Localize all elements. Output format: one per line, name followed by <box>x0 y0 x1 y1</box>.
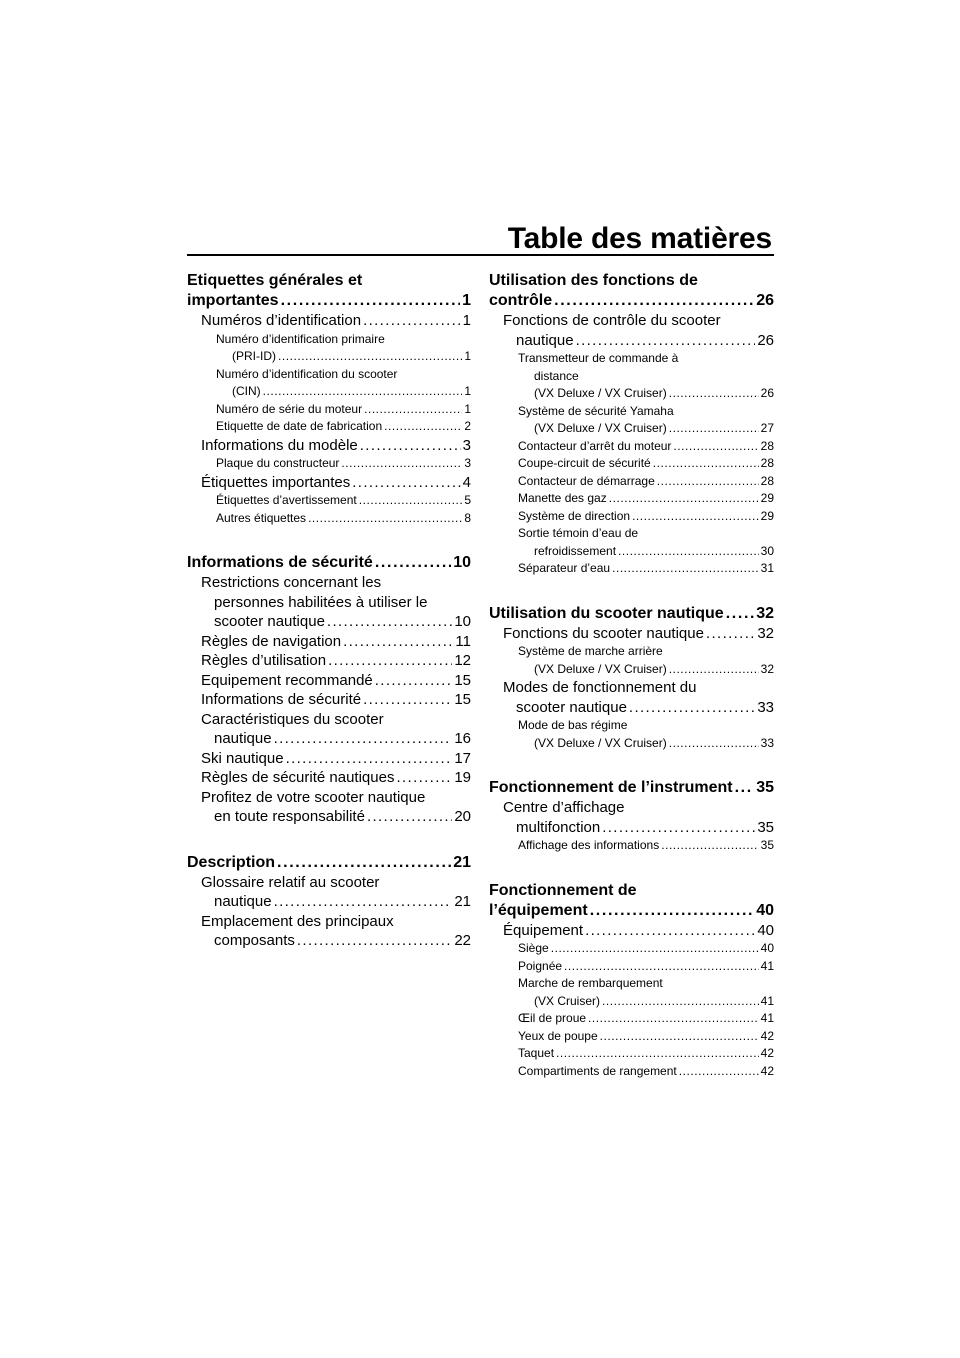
toc-subentry <box>489 837 774 855</box>
dot-leader <box>669 385 759 403</box>
dot-leader <box>653 455 759 473</box>
entry-row <box>518 1063 774 1081</box>
page-number: 26 <box>757 331 774 349</box>
dot-leader <box>600 1028 759 1046</box>
page-number: 12 <box>454 652 471 669</box>
page-number: 40 <box>757 921 774 939</box>
page-number: 41 <box>760 1011 774 1025</box>
entry-row <box>518 420 774 438</box>
entry-line: personnes habilitées à utiliser le <box>214 593 428 611</box>
dot-leader <box>576 331 756 351</box>
section-heading-row <box>489 291 774 311</box>
dot-leader <box>554 291 754 311</box>
entry-line: Système de sécurité Yamaha <box>518 403 674 418</box>
page-number: 40 <box>756 901 774 919</box>
entry-row <box>518 661 774 679</box>
toc-section <box>187 553 471 827</box>
page-number: 4 <box>462 473 471 491</box>
entry-row <box>518 560 774 578</box>
entry-row <box>518 958 774 976</box>
entry-label: Yeux de poupe <box>518 1028 598 1043</box>
toc-subentry <box>489 560 774 578</box>
toc-entry <box>187 573 471 632</box>
dot-leader <box>286 749 453 769</box>
dot-leader <box>726 604 755 624</box>
entry-line: Caractéristiques du scooter <box>201 710 384 728</box>
entry-row <box>201 651 471 671</box>
page-number: 3 <box>464 456 471 470</box>
page-number: 35 <box>757 818 774 836</box>
entry-row <box>201 436 471 456</box>
entry-label: (VX Deluxe / VX Cruiser) <box>534 735 667 750</box>
toc-entry <box>187 788 471 827</box>
toc-section <box>187 271 471 527</box>
toc-subentry <box>489 1028 774 1046</box>
page-number: 32 <box>760 661 774 676</box>
dot-leader <box>308 510 462 528</box>
page-number: 42 <box>760 1046 774 1060</box>
toc-subentry <box>187 366 471 401</box>
toc-subentry <box>187 401 471 419</box>
page-number: 30 <box>760 543 774 558</box>
dot-leader <box>588 1010 759 1028</box>
page-title: Table des matières <box>507 222 772 255</box>
entry-label: multifonction <box>516 818 601 836</box>
toc-section <box>489 881 774 1081</box>
entry-label: Étiquettes importantes <box>201 473 351 491</box>
entry-line: Modes de fonctionnement du <box>503 679 697 696</box>
dot-leader <box>359 492 463 510</box>
entry-label: (VX Deluxe / VX Cruiser) <box>534 661 667 676</box>
dot-leader <box>661 837 758 855</box>
dot-leader <box>343 632 453 652</box>
toc-entry <box>489 311 774 350</box>
dot-leader <box>384 418 462 436</box>
entry-label: Informations de sécurité <box>201 691 362 708</box>
dot-leader <box>327 612 452 632</box>
entry-row <box>503 331 774 351</box>
section-heading-label: contrôle <box>489 292 553 309</box>
toc-entry <box>187 651 471 671</box>
page-number: 28 <box>760 438 774 453</box>
entry-label: nautique <box>516 331 574 349</box>
page-number: 35 <box>760 838 774 852</box>
entry-label: Autres étiquettes <box>216 510 307 525</box>
entry-label: Équipement <box>503 921 584 939</box>
page-number: 26 <box>756 292 774 309</box>
entry-row <box>518 508 774 526</box>
section-heading <box>489 881 774 921</box>
section-heading-row <box>489 778 774 798</box>
section-heading <box>489 778 774 798</box>
entry-line: Profitez de votre scooter nautique <box>201 788 426 806</box>
page-number: 10 <box>454 613 471 630</box>
section-heading-label: Informations de sécurité <box>187 554 373 571</box>
entry-label: Poignée <box>518 958 563 973</box>
toc-entry <box>187 768 471 788</box>
entry-line: Système de marche arrière <box>518 644 663 658</box>
page-number: 22 <box>454 932 471 949</box>
entry-label: scooter nautique <box>214 613 325 630</box>
toc-subentry <box>489 438 774 456</box>
toc-entry <box>489 921 774 941</box>
dot-leader <box>328 651 452 671</box>
entry-label: Numéros d’identification <box>201 312 362 329</box>
section-heading <box>489 271 774 311</box>
toc-subentry <box>489 508 774 526</box>
page-number: 35 <box>756 779 774 796</box>
toc-entry <box>187 873 471 912</box>
page-number: 40 <box>760 941 774 955</box>
entry-row <box>216 510 471 528</box>
toc-subentry <box>489 490 774 508</box>
entry-line: Emplacement des principaux <box>201 912 394 930</box>
entry-row <box>201 311 471 331</box>
entry-label: (CIN) <box>232 384 261 398</box>
entry-row <box>518 455 774 473</box>
entry-label: Coupe-circuit de sécurité <box>518 456 651 470</box>
entry-label: nautique <box>214 893 272 910</box>
entry-line: distance <box>534 368 579 383</box>
entry-label: Séparateur d’eau <box>518 561 611 575</box>
entry-label: Fonctions du scooter nautique <box>503 624 704 642</box>
entry-label: Equipement recommandé <box>201 671 373 689</box>
entry-label: (PRI-ID) <box>232 349 276 363</box>
entry-row <box>201 768 471 788</box>
dot-leader <box>602 993 759 1011</box>
page-number: 42 <box>760 1063 774 1078</box>
dot-leader <box>629 698 755 718</box>
toc-subentry <box>187 492 471 510</box>
entry-label: Règles de sécurité nautiques <box>201 769 395 786</box>
page-number: 2 <box>464 419 471 433</box>
section-heading-row <box>187 291 471 311</box>
dot-leader <box>551 940 759 958</box>
dot-leader <box>297 931 452 951</box>
toc-subentry <box>187 455 471 473</box>
toc-entry <box>187 473 471 493</box>
section-heading <box>187 853 471 873</box>
page-number: 31 <box>760 561 774 575</box>
section-heading-row <box>489 901 774 921</box>
toc-subentry <box>489 403 774 438</box>
dot-leader <box>375 553 451 573</box>
entry-row <box>518 385 774 403</box>
entry-row <box>518 1010 774 1028</box>
toc-entry <box>187 632 471 652</box>
entry-row <box>216 492 471 510</box>
dot-leader <box>274 892 453 912</box>
section-heading-row <box>187 853 471 873</box>
entry-label: Informations du modèle <box>201 436 358 454</box>
entry-row <box>518 837 774 855</box>
toc-entry <box>187 710 471 749</box>
entry-row <box>503 818 774 838</box>
entry-label: Règles d’utilisation <box>201 652 327 669</box>
entry-label: (VX Cruiser) <box>534 993 601 1008</box>
dot-leader <box>396 768 452 788</box>
page-number: 15 <box>454 691 471 708</box>
entry-label: Siège <box>518 941 549 955</box>
entry-line: Restrictions concernant les <box>201 574 382 591</box>
toc-subentry <box>489 958 774 976</box>
page-number: 27 <box>760 421 774 435</box>
entry-label: Etiquette de date de fabrication <box>216 419 383 433</box>
entry-row <box>518 473 774 491</box>
page-number: 41 <box>760 993 774 1008</box>
entry-row <box>201 807 471 827</box>
entry-label: Étiquettes d’avertissement <box>216 493 357 507</box>
entry-label: Numéro de série du moteur <box>216 401 363 416</box>
entry-label: Ski nautique <box>201 749 284 767</box>
page-number: 29 <box>760 508 774 523</box>
dot-leader <box>706 624 755 644</box>
entry-row <box>518 490 774 508</box>
page-number: 11 <box>455 632 471 650</box>
dot-leader <box>669 661 759 679</box>
entry-line: Fonctions de contrôle du scooter <box>503 312 721 329</box>
entry-line: Marche de rembarquement <box>518 976 663 990</box>
entry-label: Règles de navigation <box>201 632 342 650</box>
entry-label: Taquet <box>518 1046 555 1060</box>
toc-entry <box>187 436 471 456</box>
page-number: 21 <box>453 853 471 871</box>
dot-leader <box>590 901 755 921</box>
entry-line: Transmetteur de commande à <box>518 351 679 365</box>
dot-leader <box>367 807 452 827</box>
page-number: 3 <box>462 436 471 454</box>
section-heading-label: Utilisation du scooter nautique <box>489 604 724 622</box>
toc-subentry <box>187 331 471 366</box>
dot-leader <box>274 729 453 749</box>
page-number: 21 <box>454 893 471 910</box>
toc-subentry <box>489 643 774 678</box>
page-number: 1 <box>464 384 471 398</box>
page-number: 20 <box>454 808 471 825</box>
toc-subentry <box>489 940 774 958</box>
entry-row <box>201 729 471 749</box>
entry-line: Centre d’affichage <box>503 799 625 816</box>
toc-section <box>489 271 774 578</box>
title-rule <box>187 254 774 256</box>
page-number: 5 <box>464 493 471 507</box>
toc-subentry <box>489 717 774 752</box>
page-number: 32 <box>757 624 774 642</box>
dot-leader <box>657 473 759 491</box>
entry-line: Glossaire relatif au scooter <box>201 873 380 891</box>
entry-row <box>216 348 471 366</box>
toc-subentry <box>187 510 471 528</box>
section-heading-line: Utilisation des fonctions de <box>489 272 698 289</box>
toc-subentry <box>187 418 471 436</box>
dot-leader <box>669 735 759 753</box>
dot-leader <box>363 690 452 710</box>
dot-leader <box>679 1063 759 1081</box>
dot-leader <box>281 291 461 311</box>
entry-row <box>503 624 774 644</box>
toc-section <box>489 778 774 855</box>
toc-subentry <box>489 350 774 403</box>
dot-leader <box>363 311 461 331</box>
entry-row <box>216 455 471 473</box>
toc-subentry <box>489 525 774 560</box>
entry-label: Affichage des informations <box>518 838 660 852</box>
dot-leader <box>352 473 460 493</box>
dot-leader <box>375 671 453 691</box>
section-heading-label: l’équipement <box>489 901 588 919</box>
entry-line: Numéro d’identification primaire <box>216 331 385 346</box>
entry-label: Contacteur de démarrage <box>518 473 655 488</box>
section-heading-label: importantes <box>187 292 279 309</box>
dot-leader <box>602 818 755 838</box>
toc-subentry <box>489 473 774 491</box>
dot-leader <box>669 420 759 438</box>
page-number: 10 <box>453 554 471 571</box>
page-number: 42 <box>760 1028 774 1043</box>
entry-row <box>518 543 774 561</box>
section-heading <box>489 604 774 624</box>
entry-label: en toute responsabilité <box>214 808 365 825</box>
toc-column-left <box>187 271 471 977</box>
toc-entry <box>187 912 471 951</box>
toc-column-right <box>489 271 774 1106</box>
toc-entry <box>489 678 774 717</box>
dot-leader <box>673 438 758 456</box>
page-number: 1 <box>464 349 471 363</box>
entry-line: Mode de bas régime <box>518 718 628 732</box>
entry-row <box>518 1045 774 1063</box>
entry-row <box>201 632 471 652</box>
entry-label: Système de direction <box>518 508 631 523</box>
dot-leader <box>585 921 755 941</box>
entry-row <box>503 698 774 718</box>
section-heading-row <box>489 604 774 624</box>
entry-row <box>503 921 774 941</box>
dot-leader <box>735 778 755 798</box>
section-heading-label: Description <box>187 853 276 871</box>
page-number: 15 <box>454 671 471 689</box>
section-heading-line: Fonctionnement de <box>489 881 637 899</box>
dot-leader <box>277 853 451 873</box>
dot-leader <box>556 1045 759 1063</box>
dot-leader <box>564 958 759 976</box>
entry-row <box>216 401 471 419</box>
dot-leader <box>364 401 462 419</box>
dot-leader <box>263 383 463 401</box>
toc-subentry <box>489 1063 774 1081</box>
toc-entry <box>187 311 471 331</box>
toc-entry <box>489 624 774 644</box>
entry-row <box>216 383 471 401</box>
entry-line: Numéro d’identification du scooter <box>216 366 398 381</box>
toc-entry <box>187 671 471 691</box>
entry-row <box>201 473 471 493</box>
toc-entry <box>187 749 471 769</box>
page-number: 19 <box>454 769 471 786</box>
entry-label: Plaque du constructeur <box>216 456 340 470</box>
entry-row <box>518 993 774 1011</box>
page-number: 1 <box>462 312 471 329</box>
entry-label: scooter nautique <box>516 698 627 716</box>
page-number: 41 <box>760 958 774 973</box>
entry-row <box>216 418 471 436</box>
section-heading <box>187 553 471 573</box>
page-number: 29 <box>760 491 774 505</box>
page-number: 28 <box>760 456 774 470</box>
dot-leader <box>360 436 461 456</box>
entry-label: nautique <box>214 730 272 747</box>
dot-leader <box>341 455 462 473</box>
entry-row <box>201 690 471 710</box>
entry-row <box>201 671 471 691</box>
page-number: 28 <box>760 473 774 488</box>
entry-row <box>201 749 471 769</box>
section-heading-line: Etiquettes générales et <box>187 272 363 289</box>
toc-section <box>489 604 774 753</box>
toc-subentry <box>489 1045 774 1063</box>
toc-subentry <box>489 455 774 473</box>
entry-row <box>518 940 774 958</box>
toc-entry <box>187 690 471 710</box>
toc-subentry <box>489 975 774 1010</box>
dot-leader <box>278 348 462 366</box>
entry-label: Œil de proue <box>518 1011 587 1025</box>
section-heading <box>187 271 471 311</box>
entry-row <box>201 612 471 632</box>
toc-section <box>187 853 471 951</box>
entry-row <box>518 438 774 456</box>
page-number: 16 <box>454 730 471 747</box>
page-number: 1 <box>462 292 471 309</box>
entry-label: Compartiments de rangement <box>518 1063 677 1078</box>
entry-label: (VX Deluxe / VX Cruiser) <box>534 386 667 400</box>
entry-label: (VX Deluxe / VX Cruiser) <box>534 421 667 435</box>
entry-row <box>518 735 774 753</box>
dot-leader <box>609 490 759 508</box>
entry-label: Contacteur d’arrêt du moteur <box>518 438 672 453</box>
page-number: 1 <box>464 401 471 416</box>
page-number: 17 <box>454 749 471 767</box>
entry-label: refroidissement <box>534 543 617 558</box>
entry-line: Sortie témoin d’eau de <box>518 526 639 540</box>
page-number: 33 <box>760 735 774 750</box>
section-heading-label: Fonctionnement de l’instrument <box>489 779 733 796</box>
page-number: 32 <box>756 604 774 622</box>
entry-row <box>201 931 471 951</box>
entry-row <box>201 892 471 912</box>
toc-subentry <box>489 1010 774 1028</box>
dot-leader <box>618 543 759 561</box>
dot-leader <box>632 508 759 526</box>
entry-label: composants <box>214 932 295 949</box>
page-number: 33 <box>757 698 774 716</box>
page-number: 26 <box>760 386 774 400</box>
dot-leader <box>612 560 759 578</box>
entry-label: Manette des gaz <box>518 491 607 505</box>
section-heading-row <box>187 553 471 573</box>
entry-row <box>518 1028 774 1046</box>
page-number: 8 <box>464 510 471 525</box>
toc-entry <box>489 798 774 837</box>
